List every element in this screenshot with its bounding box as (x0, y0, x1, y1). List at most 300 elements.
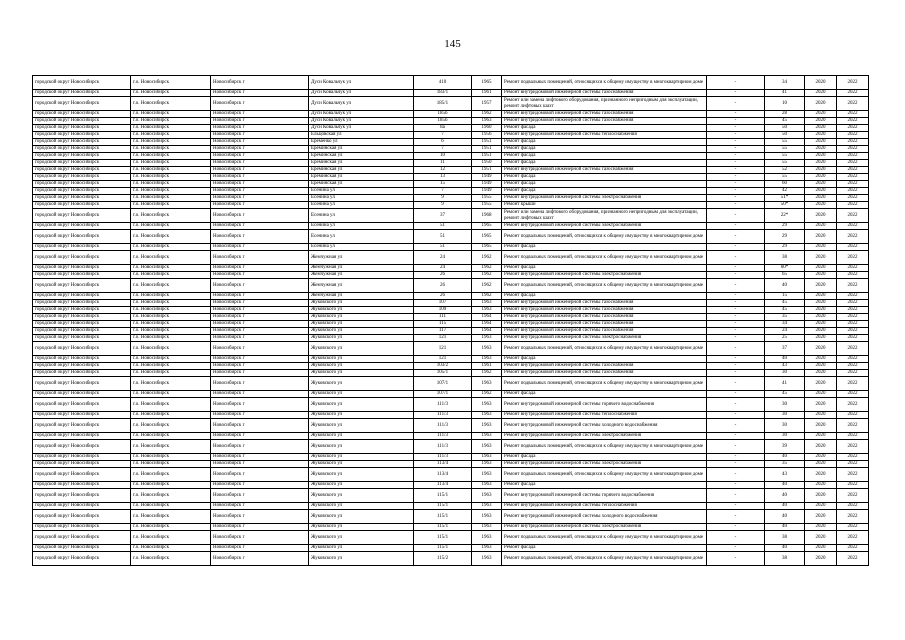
dash-cell: - (707, 265, 765, 272)
house-number-cell: 105/1 (414, 370, 472, 377)
house-number-cell: 121 (414, 356, 472, 363)
house-number-cell: 115/1 (414, 510, 472, 524)
municipality-cell: городской округ Новосибирск (33, 272, 131, 279)
work-type-cell: Ремонт внутридомовой инженерной системы холодного водоснабжения (502, 419, 707, 433)
table-row (33, 461, 869, 468)
city-cell: Новосибирск г (211, 356, 309, 363)
year-end-cell: 2022 (837, 279, 869, 293)
table-row (33, 545, 869, 552)
district-cell: г.о. Новосибирск (131, 251, 211, 265)
dash-cell: - (707, 314, 765, 321)
table-row (33, 433, 869, 440)
dash-cell: - (707, 321, 765, 328)
year-built-cell: 1961 (472, 363, 502, 370)
year-end-cell: 2022 (837, 265, 869, 272)
house-number-cell: 9 (414, 202, 472, 209)
street-cell: Жемчужная ул (309, 272, 414, 279)
year-start-cell: 2020 (805, 440, 837, 454)
table-row (33, 279, 869, 293)
year-end-cell: 2022 (837, 97, 869, 111)
street-cell: Ереминская ул (309, 153, 414, 160)
dash-cell: - (707, 433, 765, 440)
street-cell: Ереминская ул (309, 174, 414, 181)
value-cell: 29 (765, 230, 805, 244)
table-row (33, 510, 869, 524)
year-end-cell: 2022 (837, 132, 869, 139)
city-cell: Новосибирск г (211, 552, 309, 566)
year-end-cell: 2022 (837, 146, 869, 153)
value-cell: 40 (765, 489, 805, 503)
house-number-cell: 24 (414, 251, 472, 265)
year-start-cell: 2020 (805, 251, 837, 265)
work-type-cell: Ремонт внутридомовой инженерной системы газоснабжения (502, 363, 707, 370)
district-cell: г.о. Новосибирск (131, 265, 211, 272)
year-built-cell: 1963 (472, 412, 502, 419)
house-number-cell: 111/3 (414, 454, 472, 461)
street-cell: Ереминская ул (309, 167, 414, 174)
street-cell: Жуковского ул (309, 552, 414, 566)
year-built-cell: 1962 (472, 391, 502, 398)
city-cell: Новосибирск г (211, 118, 309, 125)
year-end-cell: 2022 (837, 209, 869, 223)
work-type-cell: Ремонт фасада (502, 244, 707, 251)
year-end-cell: 2022 (837, 468, 869, 482)
year-built-cell: 1963 (472, 461, 502, 468)
dash-cell: - (707, 377, 765, 391)
work-type-cell: Ремонт внутридомовой инженерной системы электроснабжения (502, 272, 707, 279)
year-start-cell: 2020 (805, 139, 837, 146)
city-cell: Новосибирск г (211, 90, 309, 97)
city-cell: Новосибирск г (211, 223, 309, 230)
year-start-cell: 2020 (805, 321, 837, 328)
district-cell: г.о. Новосибирск (131, 118, 211, 125)
table-row (33, 244, 869, 251)
municipality-cell: городской округ Новосибирск (33, 321, 131, 328)
value-cell: 65 (765, 272, 805, 279)
dash-cell: - (707, 461, 765, 468)
year-built-cell: 1962 (472, 265, 502, 272)
year-start-cell: 2020 (805, 230, 837, 244)
district-cell: г.о. Новосибирск (131, 125, 211, 132)
year-start-cell: 2020 (805, 153, 837, 160)
district-cell: г.о. Новосибирск (131, 167, 211, 174)
table-row (33, 440, 869, 454)
district-cell: г.о. Новосибирск (131, 482, 211, 489)
dash-cell: - (707, 272, 765, 279)
street-cell: Дуси Ковальчук ул (309, 97, 414, 111)
district-cell: г.о. Новосибирск (131, 524, 211, 531)
city-cell: Новосибирск г (211, 461, 309, 468)
table-row (33, 307, 869, 314)
house-number-cell: 15 (414, 181, 472, 188)
street-cell: Жуковского ул (309, 545, 414, 552)
street-cell: Жуковского ул (309, 454, 414, 461)
dash-cell: - (707, 223, 765, 230)
value-cell: 38 (765, 251, 805, 265)
street-cell: Дуси Ковальчук ул (309, 118, 414, 125)
street-cell: Жуковского ул (309, 489, 414, 503)
year-end-cell: 2022 (837, 489, 869, 503)
year-built-cell: 1963 (472, 489, 502, 503)
street-cell: Жуковского ул (309, 510, 414, 524)
work-type-cell: Ремонт подвальных помещений, относящихся к общему имуществу в многоквартирном доме (502, 377, 707, 391)
house-number-cell: 115/1 (414, 489, 472, 503)
district-cell: г.о. Новосибирск (131, 356, 211, 363)
district-cell: г.о. Новосибирск (131, 398, 211, 412)
table-row (33, 167, 869, 174)
table-row (33, 251, 869, 265)
municipality-cell: городской округ Новосибирск (33, 300, 131, 307)
city-cell: Новосибирск г (211, 503, 309, 510)
value-cell: 41 (765, 377, 805, 391)
year-built-cell: 1956 (472, 132, 502, 139)
work-type-cell: Ремонт внутридомовой инженерной системы электроснабжения (502, 223, 707, 230)
house-number-cell: 115/2 (414, 552, 472, 566)
year-start-cell: 2020 (805, 167, 837, 174)
district-cell: г.о. Новосибирск (131, 391, 211, 398)
work-type-cell: Ремонт внутридомовой инженерной системы газоснабжения (502, 90, 707, 97)
year-end-cell: 2022 (837, 545, 869, 552)
value-cell: 30 (765, 419, 805, 433)
district-cell: г.о. Новосибирск (131, 153, 211, 160)
year-end-cell: 2022 (837, 307, 869, 314)
year-start-cell: 2020 (805, 174, 837, 181)
year-end-cell: 2022 (837, 398, 869, 412)
capital-repair-table (32, 75, 869, 566)
year-end-cell: 2022 (837, 510, 869, 524)
table-row (33, 370, 869, 377)
city-cell: Новосибирск г (211, 314, 309, 321)
work-type-cell: Ремонт внутридомовой инженерной системы газоснабжения (502, 167, 707, 174)
year-end-cell: 2022 (837, 272, 869, 279)
work-type-cell: Ремонт внутридомовой инженерной системы газоснабжения (502, 118, 707, 125)
city-cell: Новосибирск г (211, 125, 309, 132)
municipality-cell: городской округ Новосибирск (33, 503, 131, 510)
municipality-cell: городской округ Новосибирск (33, 174, 131, 181)
year-end-cell: 2022 (837, 454, 869, 461)
year-start-cell: 2020 (805, 370, 837, 377)
municipality-cell: городской округ Новосибирск (33, 328, 131, 335)
street-cell: Дуси Ковальчук ул (309, 111, 414, 118)
city-cell: Новосибирск г (211, 482, 309, 489)
year-built-cell: 1949 (472, 188, 502, 195)
year-built-cell: 1963 (472, 398, 502, 412)
city-cell: Новосибирск г (211, 188, 309, 195)
city-cell: Новосибирск г (211, 454, 309, 461)
city-cell: Новосибирск г (211, 251, 309, 265)
year-built-cell: 1962 (472, 251, 502, 265)
work-type-cell: Ремонт фасада (502, 454, 707, 461)
year-built-cell: 1949 (472, 174, 502, 181)
district-cell: г.о. Новосибирск (131, 342, 211, 356)
year-built-cell: 1965 (472, 223, 502, 230)
year-start-cell: 2020 (805, 314, 837, 321)
table-row (33, 391, 869, 398)
year-end-cell: 2022 (837, 335, 869, 342)
district-cell: г.о. Новосибирск (131, 545, 211, 552)
year-end-cell: 2022 (837, 524, 869, 531)
value-cell: 50 (765, 125, 805, 132)
work-type-cell: Ремонт подвальных помещений, относящихся к общему имуществу в многоквартирном доме (502, 230, 707, 244)
work-type-cell: Ремонт внутридомовой инженерной системы газоснабжения (502, 314, 707, 321)
district-cell: г.о. Новосибирск (131, 223, 211, 230)
table-row (33, 195, 869, 202)
year-built-cell: 1963 (472, 342, 502, 356)
value-cell: 25 (765, 335, 805, 342)
city-cell: Новосибирск г (211, 328, 309, 335)
work-type-cell: Ремонт внутридомовой инженерной системы газоснабжения (502, 321, 707, 328)
year-built-cell: 1963 (472, 482, 502, 489)
municipality-cell: городской округ Новосибирск (33, 307, 131, 314)
street-cell: Ереминская ул (309, 146, 414, 153)
house-number-cell: 24 (414, 265, 472, 272)
district-cell: г.о. Новосибирск (131, 272, 211, 279)
municipality-cell: городской округ Новосибирск (33, 265, 131, 272)
table-row (33, 153, 869, 160)
year-start-cell: 2020 (805, 307, 837, 314)
year-end-cell: 2022 (837, 153, 869, 160)
city-cell: Новосибирск г (211, 153, 309, 160)
house-number-cell: 117 (414, 328, 472, 335)
year-start-cell: 2020 (805, 356, 837, 363)
house-number-cell: 26 (414, 279, 472, 293)
dash-cell: - (707, 412, 765, 419)
year-end-cell: 2022 (837, 370, 869, 377)
city-cell: Новосибирск г (211, 412, 309, 419)
district-cell: г.о. Новосибирск (131, 328, 211, 335)
street-cell: Есенина ул (309, 202, 414, 209)
year-start-cell: 2020 (805, 531, 837, 545)
work-type-cell: Ремонт внутридомовой инженерной системы электроснабжения (502, 195, 707, 202)
year-built-cell: 1955 (472, 195, 502, 202)
year-built-cell: 1963 (472, 552, 502, 566)
work-type-cell: Ремонт внутридомовой инженерной системы электроснабжения (502, 461, 707, 468)
work-type-cell: Ремонт фасада (502, 174, 707, 181)
year-built-cell: 1962 (472, 370, 502, 377)
year-built-cell: 1963 (472, 300, 502, 307)
table-row (33, 314, 869, 321)
street-cell: Жуковского ул (309, 300, 414, 307)
city-cell: Новосибирск г (211, 342, 309, 356)
street-cell: Жуковского ул (309, 398, 414, 412)
dash-cell: - (707, 139, 765, 146)
year-start-cell: 2020 (805, 398, 837, 412)
district-cell: г.о. Новосибирск (131, 363, 211, 370)
city-cell: Новосибирск г (211, 174, 309, 181)
house-number-cell: 121 (414, 335, 472, 342)
street-cell: Есенина ул (309, 188, 414, 195)
table-row (33, 552, 869, 566)
year-end-cell: 2022 (837, 76, 869, 90)
street-cell: Жуковского ул (309, 377, 414, 391)
year-end-cell: 2022 (837, 391, 869, 398)
district-cell: г.о. Новосибирск (131, 293, 211, 300)
street-cell: Жуковского ул (309, 524, 414, 531)
municipality-cell: городской округ Новосибирск (33, 97, 131, 111)
municipality-cell: городской округ Новосибирск (33, 223, 131, 230)
municipality-cell: городской округ Новосибирск (33, 510, 131, 524)
year-built-cell: 1964 (472, 314, 502, 321)
city-cell: Новосибирск г (211, 307, 309, 314)
table-row (33, 230, 869, 244)
year-end-cell: 2022 (837, 440, 869, 454)
value-cell: 34 (765, 321, 805, 328)
value-cell: 40 (765, 545, 805, 552)
year-start-cell: 2020 (805, 461, 837, 468)
municipality-cell: городской округ Новосибирск (33, 461, 131, 468)
municipality-cell: городской округ Новосибирск (33, 412, 131, 419)
municipality-cell: городской округ Новосибирск (33, 230, 131, 244)
dash-cell: - (707, 335, 765, 342)
city-cell: Новосибирск г (211, 265, 309, 272)
table-row (33, 328, 869, 335)
municipality-cell: городской округ Новосибирск (33, 370, 131, 377)
work-type-cell: Ремонт фасада (502, 181, 707, 188)
year-end-cell: 2022 (837, 363, 869, 370)
value-cell: 41 (765, 90, 805, 97)
municipality-cell: городской округ Новосибирск (33, 482, 131, 489)
year-start-cell: 2020 (805, 90, 837, 97)
year-built-cell: 1962 (472, 293, 502, 300)
year-start-cell: 2020 (805, 76, 837, 90)
year-end-cell: 2022 (837, 314, 869, 321)
street-cell: Дуси Ковальчук ул (309, 76, 414, 90)
year-end-cell: 2022 (837, 125, 869, 132)
municipality-cell: городской округ Новосибирск (33, 209, 131, 223)
street-cell: Ереминская ул (309, 160, 414, 167)
year-start-cell: 2020 (805, 244, 837, 251)
year-start-cell: 2020 (805, 545, 837, 552)
value-cell: 34 (765, 76, 805, 90)
table-row (33, 265, 869, 272)
street-cell: Дуси Ковальчук ул (309, 125, 414, 132)
year-built-cell: 1961 (472, 90, 502, 97)
work-type-cell: Ремонт внутридомовой инженерной системы газоснабжения (502, 300, 707, 307)
dash-cell: - (707, 454, 765, 461)
municipality-cell: городской округ Новосибирск (33, 545, 131, 552)
table-row (33, 300, 869, 307)
dash-cell: - (707, 195, 765, 202)
year-start-cell: 2020 (805, 118, 837, 125)
street-cell: Жуковского ул (309, 370, 414, 377)
dash-cell: - (707, 90, 765, 97)
dash-cell: - (707, 167, 765, 174)
work-type-cell: Ремонт фасада (502, 160, 707, 167)
year-built-cell: 1963 (472, 335, 502, 342)
street-cell: Жуковского ул (309, 503, 414, 510)
city-cell: Новосибирск г (211, 524, 309, 531)
district-cell: г.о. Новосибирск (131, 335, 211, 342)
year-start-cell: 2020 (805, 265, 837, 272)
table-row (33, 398, 869, 412)
municipality-cell: городской округ Новосибирск (33, 181, 131, 188)
dash-cell: - (707, 132, 765, 139)
value-cell: 40 (765, 503, 805, 510)
dash-cell: - (707, 510, 765, 524)
work-type-cell: Ремонт внутридомовой инженерной системы теплоснабжения (502, 412, 707, 419)
work-type-cell: Ремонт фасада (502, 293, 707, 300)
street-cell: Жуковского ул (309, 461, 414, 468)
house-number-cell: 8а (414, 125, 472, 132)
value-cell: 10 (765, 97, 805, 111)
dash-cell: - (707, 363, 765, 370)
year-start-cell: 2020 (805, 272, 837, 279)
city-cell: Новосибирск г (211, 160, 309, 167)
work-type-cell: Ремонт фасада (502, 139, 707, 146)
dash-cell: - (707, 251, 765, 265)
street-cell: Дуси Ковальчук ул (309, 90, 414, 97)
house-number-cell: 410 (414, 76, 472, 90)
district-cell: г.о. Новосибирск (131, 412, 211, 419)
table-row (33, 468, 869, 482)
table-row (33, 454, 869, 461)
street-cell: Жемчужная ул (309, 265, 414, 272)
year-end-cell: 2022 (837, 433, 869, 440)
street-cell: Жуковского ул (309, 433, 414, 440)
table-row (33, 524, 869, 531)
house-number-cell: 37 (414, 209, 472, 223)
table-row (33, 188, 869, 195)
table-row (33, 272, 869, 279)
year-built-cell: 1949 (472, 181, 502, 188)
value-cell: 35 (765, 314, 805, 321)
table-row (33, 482, 869, 489)
work-type-cell: Ремонт внутридомовой инженерной системы горячего водоснабжения (502, 489, 707, 503)
work-type-cell: Ремонт фасада (502, 545, 707, 552)
year-built-cell: 1951 (472, 139, 502, 146)
dash-cell: - (707, 489, 765, 503)
municipality-cell: городской округ Новосибирск (33, 454, 131, 461)
table-row (33, 209, 869, 223)
municipality-cell: городской округ Новосибирск (33, 125, 131, 132)
municipality-cell: городской округ Новосибирск (33, 335, 131, 342)
year-end-cell: 2022 (837, 111, 869, 118)
house-number-cell: 183/1 (414, 90, 472, 97)
municipality-cell: городской округ Новосибирск (33, 314, 131, 321)
year-start-cell: 2020 (805, 160, 837, 167)
dash-cell: - (707, 300, 765, 307)
year-start-cell: 2020 (805, 111, 837, 118)
year-end-cell: 2022 (837, 167, 869, 174)
value-cell: 24 (765, 328, 805, 335)
table-row (33, 356, 869, 363)
dash-cell: - (707, 97, 765, 111)
year-end-cell: 2022 (837, 202, 869, 209)
municipality-cell: городской округ Новосибирск (33, 202, 131, 209)
table-row (33, 489, 869, 503)
value-cell: 45 (765, 300, 805, 307)
municipality-cell: городской округ Новосибирск (33, 132, 131, 139)
district-cell: г.о. Новосибирск (131, 132, 211, 139)
value-cell: 30 (765, 412, 805, 419)
table-row (33, 223, 869, 230)
street-cell: Ереминская ул (309, 181, 414, 188)
house-number-cell: 113/4 (414, 482, 472, 489)
year-start-cell: 2020 (805, 97, 837, 111)
dash-cell: - (707, 391, 765, 398)
street-cell: Жемчужная ул (309, 279, 414, 293)
year-end-cell: 2022 (837, 251, 869, 265)
table-row (33, 76, 869, 90)
work-type-cell: Ремонт фасада (502, 153, 707, 160)
year-start-cell: 2020 (805, 328, 837, 335)
year-start-cell: 2020 (805, 363, 837, 370)
work-type-cell: Ремонт или замена лифтового оборудования, признанного непригодным для эксплуатации, ремонт лифтовых шахт (502, 97, 707, 111)
city-cell: Новосибирск г (211, 76, 309, 90)
street-cell: Жуковского ул (309, 440, 414, 454)
year-built-cell: 1951 (472, 153, 502, 160)
house-number-cell: 115 (414, 321, 472, 328)
